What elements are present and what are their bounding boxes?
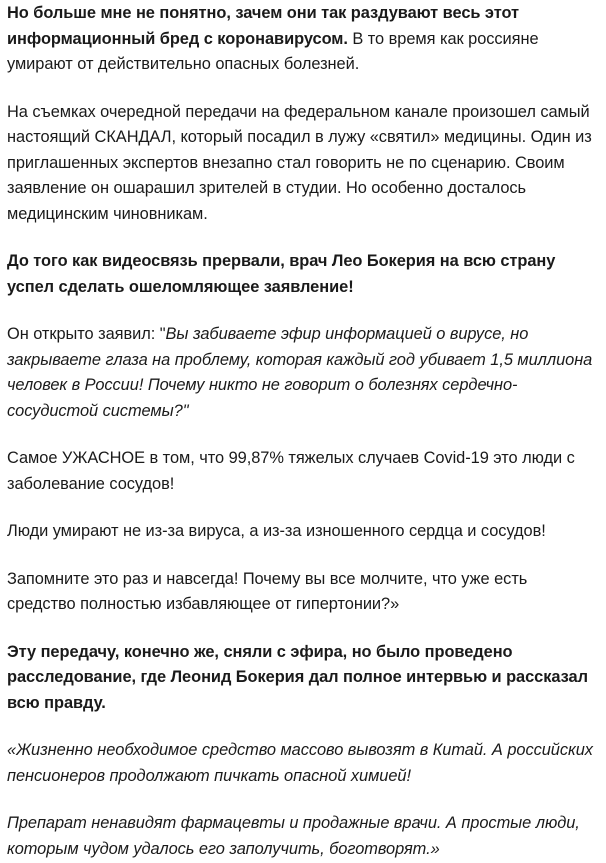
article-body	[0, 1, 600, 862]
investigation-bold: Эту передачу, конечно же, сняли с эфира, но было проведено расследование, где Леонид Бокерия дал полное интервью и рассказал всю правду.	[7, 642, 588, 712]
quote-intro: Он открыто заявил: "	[7, 325, 166, 343]
paragraph-statement-lead	[7, 249, 600, 300]
paragraph-heart-vessels: Люди умирают не из-за вируса, а из-за изношенного сердца и сосудов!	[7, 522, 546, 540]
intro-bold-text: Но больше мне не понятно, зачем они так раздувают весь этот информационный бред с коронавирусом.	[7, 4, 519, 48]
paragraph-china	[7, 738, 600, 789]
paragraph-intro	[7, 1, 600, 78]
paragraph-remember: Запомните это раз и навсегда! Почему вы все молчите, что уже есть средство полностью избавляющее от гипертонии?»	[7, 569, 528, 613]
statement-lead-bold: До того как видеосвязь прервали, врач Лео Бокерия на всю страну успел сделать ошеломляющее заявление!	[7, 252, 556, 296]
china-italic: «Жизненно необходимое средство массово вывозят в Китай. А российских пенсионеров продолжают пичкать опасной химией!	[7, 741, 593, 785]
paragraph-quote	[7, 322, 600, 424]
paragraph-covid-statistic: Самое УЖАСНОЕ в том, что 99,87% тяжелых случаев Covid-19 это люди с заболевание сосудов!	[7, 449, 575, 493]
intro-text: В то время как россияне умирают от действительно опасных болезней.	[7, 29, 539, 73]
paragraph-drug	[7, 811, 600, 862]
paragraph-scandal: На съемках очередной передачи на федеральном канале произошел самый настоящий СКАНДАЛ, который посадил в лужу «святил» медицины. Один из приглашенных экспертов внезапно стал говорить не по сценарию. Своим заявление он ошарашил зрителей в студии. Но особенно досталось медицинским чиновникам.	[7, 102, 592, 223]
paragraph-investigation	[7, 640, 600, 717]
quote-text: Вы забиваете эфир информацией о вирусе, но закрываете глаза на проблему, которая каждый год убивает 1,5 миллиона человек в России! Почему никто не говорит о болезнях сердечно-сосудистой системы?"	[7, 325, 593, 420]
drug-italic: Препарат ненавидят фармацевты и продажные врачи. А простые люди, которым чудом удалось его заполучить, боготворят.»	[7, 814, 580, 858]
